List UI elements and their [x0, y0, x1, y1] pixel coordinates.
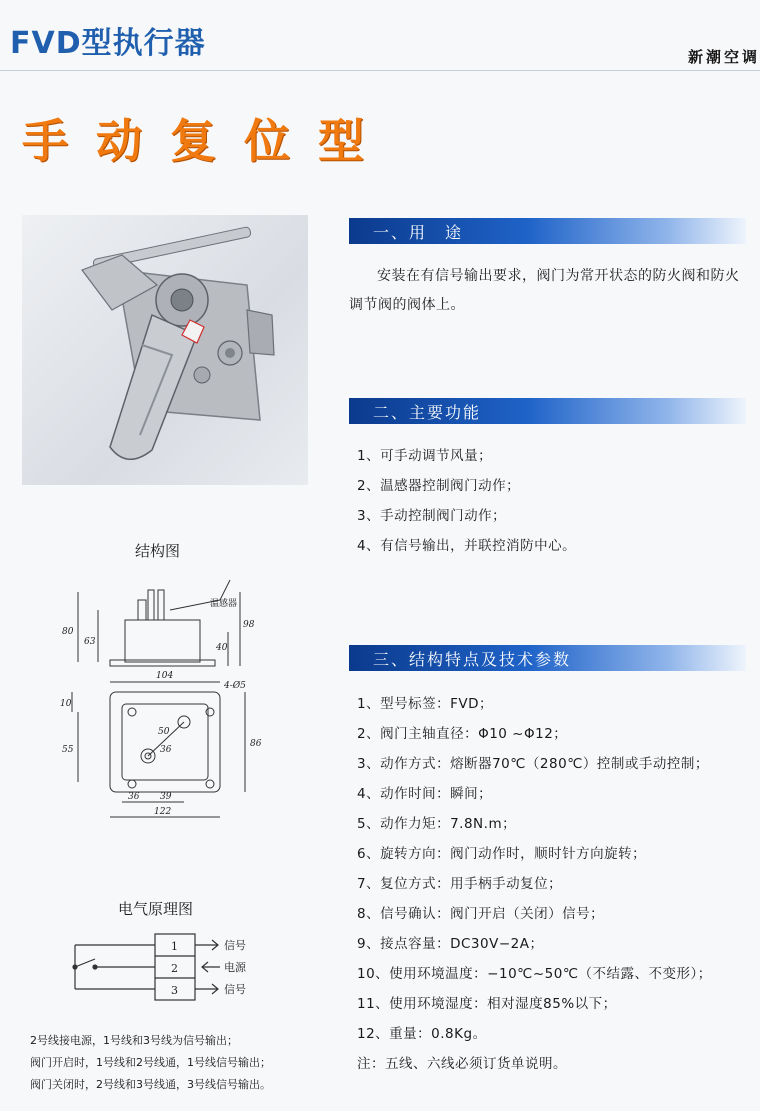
list-item: 6、旋转方向：阀门动作时，顺时针方向旋转； [357, 846, 647, 862]
list-item: 4、有信号输出，并联控消防中心。 [357, 538, 577, 554]
wiring-note: 阀门关闭时，2号线和3号线通，3号线信号输出。 [30, 1078, 271, 1091]
dimension-label: 98 [243, 620, 255, 630]
dimension-label: 36 [128, 792, 140, 802]
side-view-post [158, 590, 164, 620]
mounting-hole [128, 708, 136, 716]
side-view-base [110, 660, 215, 666]
section-bar-functions [349, 398, 746, 424]
dimension-label: 86 [250, 739, 262, 749]
dimension-label: 50 [158, 727, 170, 737]
section-bar-usage [349, 218, 746, 244]
list-item: 4、动作时间：瞬间； [357, 786, 493, 802]
list-item: 11、使用环境湿度：相对湿度85%以下； [357, 996, 617, 1012]
dimension-label: 39 [160, 792, 172, 802]
functions-list [357, 441, 576, 561]
list-item: 2、阀门主轴直径：Φ10 ~Φ12； [357, 726, 568, 742]
mounting-hole [128, 780, 136, 788]
list-item: 8、信号确认：阀门开启（关闭）信号； [357, 906, 605, 922]
product-photo [22, 215, 308, 485]
structure-drawing-caption: 结构图 [135, 542, 181, 560]
arrow-label-signal: 信号 [224, 939, 246, 952]
structure-drawing [60, 572, 310, 842]
usage-paragraph: 安装在有信号输出要求，阀门为常开状态的防火阀和防火调节阀的阀体上。 [349, 268, 740, 313]
dimension-label: 63 [84, 637, 96, 647]
sensor-label: 温感器 [210, 599, 238, 609]
header-divider [0, 70, 760, 71]
list-item: 2、温感器控制阀门动作； [357, 478, 521, 494]
dimension-label: 40 [216, 643, 228, 653]
wiring-note: 2号线接电源，1号线和3号线为信号输出； [30, 1034, 238, 1047]
electrical-diagram [60, 926, 320, 1006]
terminal-number: 2 [171, 962, 178, 975]
wiring-note: 阀门开启时，1号线和2号线通，1号线信号输出； [30, 1056, 271, 1069]
section-title-usage: 一、用 途 [373, 223, 464, 242]
dimension-label: 4-Ø5 [224, 681, 246, 691]
list-item: 7、复位方式：用手柄手动复位； [357, 876, 563, 892]
dimension-label: 10 [60, 699, 72, 709]
arrow-label-power: 电源 [224, 961, 246, 974]
section-bar-specs [349, 645, 746, 671]
electrical-diagram-caption: 电气原理图 [118, 900, 194, 918]
mounting-hole [206, 780, 214, 788]
side-view-post [138, 600, 146, 620]
dimension-label: 80 [62, 627, 74, 637]
specs-list [357, 689, 712, 1079]
dimension-label: 36 [160, 745, 172, 755]
list-item: 3、动作方式：熔断器70℃（280℃）控制或手动控制； [357, 756, 709, 772]
mounting-hole [206, 708, 214, 716]
list-item: 10、使用环境温度：−10℃~50℃（不结露、不变形）； [357, 966, 712, 982]
section-title-specs: 三、结构特点及技术参数 [373, 650, 572, 669]
list-item: 12、重量：0.8Kg。 [357, 1026, 487, 1042]
wiring-notes [30, 1030, 271, 1096]
terminal-number: 3 [171, 984, 178, 997]
document-title: FVD型执行器 [10, 26, 206, 61]
side-view-body [125, 620, 200, 662]
sensor-leader [220, 580, 230, 600]
list-item: 3、手动控制阀门动作； [357, 508, 507, 524]
side-view-post [148, 590, 154, 620]
switch-blade [75, 959, 95, 967]
document-subtitle: 手动复位型 [22, 114, 392, 168]
dimension-label: 122 [154, 807, 172, 817]
list-item: 1、型号标签：FVD； [357, 696, 493, 712]
dimension-label: 104 [156, 671, 174, 681]
list-item: 5、动作力矩：7.8N.m； [357, 816, 517, 832]
brand-name: 新潮空调 [687, 48, 760, 66]
arrow-label-signal: 信号 [224, 983, 246, 996]
actuator-illustration [22, 215, 308, 485]
top-view-plate [110, 692, 220, 792]
dimension-label: 55 [62, 745, 74, 755]
list-item: 9、接点容量：DC30V−2A； [357, 936, 544, 952]
terminal-number: 1 [171, 940, 178, 953]
section-title-functions: 二、主要功能 [373, 403, 482, 422]
spec-note: 注：五线、六线必须订货单说明。 [357, 1056, 567, 1072]
list-item: 1、可手动调节风量； [357, 448, 493, 464]
